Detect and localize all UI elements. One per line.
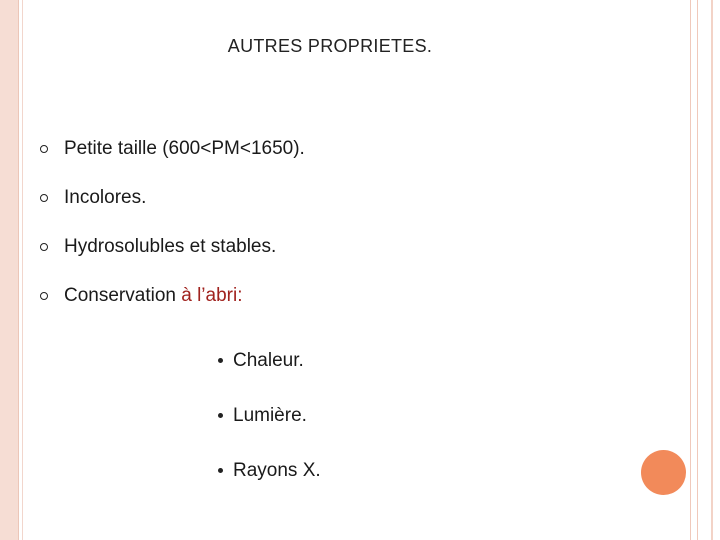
decorative-circle-icon (641, 450, 686, 495)
sub-bullet-text: Lumière. (233, 404, 307, 426)
list-item (38, 173, 305, 222)
list-item (218, 443, 321, 498)
left-border-line (18, 0, 19, 540)
circle-bullet-icon (40, 292, 48, 300)
list-item (38, 222, 305, 271)
right-decorative-line (690, 0, 691, 540)
bullet-text (64, 285, 242, 307)
dot-bullet-icon (218, 468, 223, 473)
bullet-text-main: Conservation (64, 284, 182, 306)
right-decorative-line (711, 0, 713, 540)
list-item (218, 333, 321, 388)
dot-bullet-icon (218, 358, 223, 363)
sub-bullet-list (218, 333, 321, 498)
bullet-text: Hydrosolubles et stables. (64, 235, 277, 257)
list-item (38, 124, 305, 173)
bullet-list (38, 124, 305, 320)
list-item (218, 388, 321, 443)
circle-bullet-icon (40, 243, 48, 251)
list-item (38, 271, 305, 320)
slide-title: AUTRES PROPRIETES. (227, 36, 433, 56)
sub-bullet-text: Chaleur. (233, 349, 304, 371)
right-decorative-line (697, 0, 698, 540)
sub-bullet-text: Rayons X. (233, 459, 321, 481)
bullet-text-accent: à l’abri: (181, 284, 243, 306)
bullet-text: Incolores. (64, 186, 147, 208)
left-border-line (22, 0, 23, 540)
left-decorative-border (0, 0, 18, 540)
circle-bullet-icon (40, 145, 48, 153)
dot-bullet-icon (218, 413, 223, 418)
bullet-text: Petite taille (600<PM<1650). (64, 137, 305, 159)
circle-bullet-icon (40, 194, 48, 202)
